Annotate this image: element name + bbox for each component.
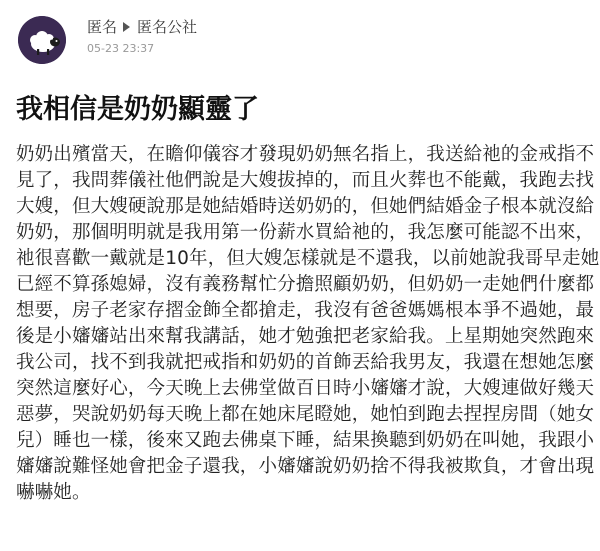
author-name[interactable]: 匿名 (87, 18, 118, 36)
body-line: 奶奶出殯當天，在瞻仰儀容才發現奶奶無名指上，我送給祂的金戒指不 (16, 144, 595, 165)
post-meta (87, 16, 197, 56)
body-line: 惡夢，哭說奶奶每天晚上都在她床尾瞪她，她怕到跑去捏捏房間（她女 (16, 404, 595, 425)
body-line: 嬸嬸說難怪她會把金子還我，小嬸嬸說奶奶捨不得我被欺負，才會出現 (16, 456, 595, 477)
post-title: 我相信是奶奶顯靈了 (16, 94, 259, 125)
body-line: 見了，我問葬儀社他們說是大嫂拔掉的，而且火葬也不能戴，我跑去找 (16, 170, 595, 191)
author-board-line (87, 16, 197, 38)
body-line: 突然這麼好心，今天晚上去佛堂做百日時小嬸嬸才說，大嫂連做好幾天 (16, 378, 595, 399)
board-name[interactable]: 匿名公社 (137, 18, 198, 36)
post-timestamp: 05-23 23:37 (87, 42, 155, 55)
body-line: 已經不算孫媳婦，沒有義務幫忙分擔照顧奶奶，但奶奶一走她們什麼都 (16, 274, 595, 295)
triangle-right-icon (123, 22, 130, 32)
avatar[interactable] (18, 16, 66, 64)
post-header (18, 16, 578, 64)
body-line: 大嫂，但大嫂硬說那是她結婚時送奶奶的，但她們結婚金子根本就沒給 (16, 196, 595, 217)
body-line: 祂很喜歡一戴就是10年，但大嫂怎樣就是不還我，以前她說我哥早走她 (16, 248, 600, 269)
post-body (16, 142, 600, 506)
body-line: 奶奶，那個明明就是我用第一份薪水買給祂的，我怎麼可能認不出來， (16, 222, 595, 243)
body-line: 想要，房子老家存摺金飾全都搶走，我沒有爸爸媽媽根本爭不過她，最 (16, 300, 595, 321)
body-line: 兒）睡也一樣，後來又跑去佛桌下睡，結果換聽到奶奶在叫她，我跟小 (16, 430, 595, 451)
body-line: 我公司，找不到我就把戒指和奶奶的首飾丟給我男友，我還在想她怎麼 (16, 352, 595, 373)
sheep-avatar-icon (18, 16, 66, 64)
body-line: 嚇嚇她。 (16, 482, 91, 503)
body-line: 後是小嬸嬸站出來幫我講話，她才勉強把老家給我。上星期她突然跑來 (16, 326, 595, 347)
